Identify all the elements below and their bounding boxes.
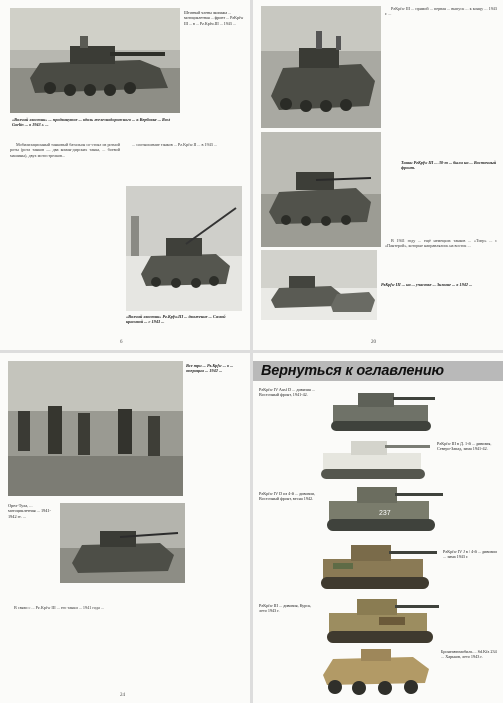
text-middle-para: В 1941 году ... ещё немецких танков ... «Тигр» ... с «Пантерой», которые направлялись на восток ... xyxy=(385,238,497,249)
text-bottom xyxy=(8,605,244,695)
plate-tank-1-art xyxy=(323,387,443,437)
svg-text:237: 237 xyxy=(379,510,391,517)
text-middle xyxy=(385,238,497,278)
body-text-left xyxy=(10,142,120,342)
text-bottom-para: В связи с ... Pz.Kpfw III ... его танки ... 1941 года ... xyxy=(14,605,105,610)
caption-bottom: PzKpfw III ... на ... участке ... Зимние ... в 1942 ... xyxy=(381,282,473,287)
caption-main: «Волчий хвостик» ... продвинутое ... вдоль железнодорожного ... к Вербовке ... Rost Gorlin ... в 1943 г. ... xyxy=(12,117,170,128)
photo-tank-column-art xyxy=(10,8,180,113)
plate-label-3: PzKpfw IV D из 4-й ... дивизии, Восточный фронт, весна 1942. xyxy=(259,491,315,502)
photo-tank-road xyxy=(60,503,185,583)
plate-label-2: PzKpfw III в Д. 1-й ... дивизия, Северо-Запад, зима 1941-42. xyxy=(437,441,492,452)
photo-tank-snow-art xyxy=(126,186,242,311)
plate-tank-4 xyxy=(313,539,443,595)
plate-tank-1 xyxy=(323,387,443,437)
photo-tank-convoy-art xyxy=(261,132,381,247)
photo-troops xyxy=(8,361,183,496)
photo-tanks-winter xyxy=(261,250,377,320)
page-bottom-left xyxy=(0,353,250,703)
plate-label-1: PzKpfw IV Ausf D ... дивизия ... Восточный фронт, 1941-42. xyxy=(259,387,315,398)
photo-tanks-winter-art xyxy=(261,250,377,320)
plate-tank-5 xyxy=(319,593,443,649)
page-number: 24 xyxy=(120,693,125,698)
plate-armored-car xyxy=(313,645,441,699)
photo-soldiers-tank-art xyxy=(261,6,381,128)
photo-tank-convoy xyxy=(261,132,381,247)
page-number: 20 xyxy=(371,340,376,345)
page-number: 6 xyxy=(120,340,123,345)
page-top-right xyxy=(253,0,503,350)
caption-left: Орел-Тула, ... мотоциклетная ... 1941-1942 гг. ... xyxy=(8,503,51,519)
page-top-left xyxy=(0,0,250,350)
caption-right: Танки PzKpfw III ... 30-т ... были на ... Восточный фронт. xyxy=(401,160,497,171)
page-bottom-right xyxy=(253,353,503,703)
plate-label-6: Бронеавтомобиль ... Sd.Kfz 234 ... Харьков, лето 1943 г. xyxy=(441,649,497,660)
photo-tank-snow xyxy=(126,186,242,311)
body-text-left-para: Мобилизационный танковый батальон со-стоял из ротной роты (рота танков — два коман-дирских танка, ... боевой машины), двух мотострелков... xyxy=(10,142,120,158)
plate-tank-2 xyxy=(313,435,437,485)
text-top-right xyxy=(385,6,497,156)
photo-soldiers-tank xyxy=(261,6,381,128)
caption-right-column: Штатный члены экипажа ... мотоциклетная ... фронт ... PzKpfw III ... в ... Pz.Kpfw.III ... 1943 ... xyxy=(184,10,244,26)
caption-bottom: «Волчий хвостик» Pz.Kpfw.III ... движение ... Самой красивой ... с 1943 ... xyxy=(126,314,226,325)
plate-label-4: PzKpfw IV J в / 4-й ... дивизии ... зима 1943 г. xyxy=(443,549,497,560)
plate-armored-car-art xyxy=(313,645,441,699)
plate-tank-5-art xyxy=(319,593,443,649)
plate-tank-2-art xyxy=(313,435,437,485)
plate-tank-3-art xyxy=(319,481,449,537)
photo-troops-art xyxy=(8,361,183,496)
plate-tank-3 xyxy=(319,481,449,537)
title-link[interactable]: Вернуться к оглавлению xyxy=(261,363,444,379)
plate-label-5: PzKpfw III ... дивизия, Курск, лето 1943 г. xyxy=(259,603,312,614)
caption-right-top: Все три ... Pz.Kpfw ... в ... операции ... 1942 ... xyxy=(186,363,234,374)
text-top-right-para: PzKpfw III ... прямой ... первая ... выпуск ... к концу ... 1943 г. ... xyxy=(385,6,497,17)
body-text-right xyxy=(126,142,242,182)
title-banner[interactable] xyxy=(253,361,503,381)
body-text-right-para: ... соотношение танков ... Pz.Kpfw.II ... в 1943 ... xyxy=(132,142,218,147)
photo-tank-column xyxy=(10,8,180,113)
photo-tank-road-art xyxy=(60,503,185,583)
plate-tank-4-art xyxy=(313,539,443,595)
